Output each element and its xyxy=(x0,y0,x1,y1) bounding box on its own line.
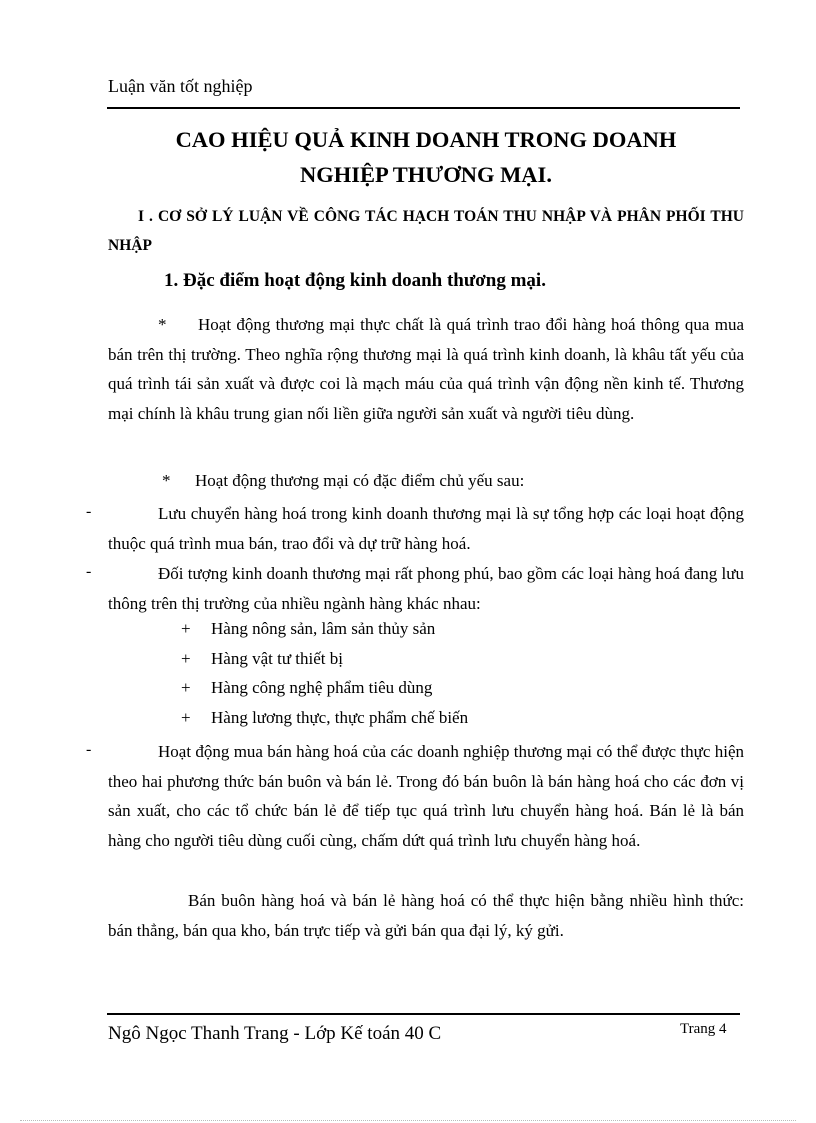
section-heading-text: I . CƠ SỞ LÝ LUẬN VỀ CÔNG TÁC HẠCH TOÁN THU NHẬP VÀ PHÂN PHỐI THU NHẬP xyxy=(108,208,744,254)
paragraph-sales-forms: Bán buôn hàng hoá và bán lẻ hàng hoá có thể thực hiện bằng nhiều hình thức: bán thẳng, bán qua kho, bán trực tiếp và gửi bán qua đại lý, ký gửi. xyxy=(108,891,744,940)
title-line-1: CAO HIỆU QUẢ KINH DOANH TRONG DOANH xyxy=(175,127,677,152)
page-number: Trang 4 xyxy=(680,1021,727,1037)
goods-item-text: Hàng nông sản, lâm sản thủy sản xyxy=(211,619,436,638)
goods-list-item xyxy=(181,649,343,669)
paragraph-features-text: Hoạt động thương mại có đặc điểm chủ yếu sau: xyxy=(195,471,525,490)
paragraph-objects: Đối tượng kinh doanh thương mại rất phong phú, bao gồm các loại hàng hoá đang lưu thông trên thị trường của nhiều ngành hàng khác nhau: xyxy=(108,564,744,613)
header-rule xyxy=(107,107,740,109)
plus-bullet: + xyxy=(181,649,191,668)
subsection-heading: 1. Đặc điểm hoạt động kinh doanh thương mại. xyxy=(164,270,546,291)
dash-bullet: - xyxy=(86,741,92,758)
goods-list-item xyxy=(181,619,435,639)
goods-list-item xyxy=(181,678,432,698)
paragraph-circulation: Lưu chuyển hàng hoá trong kinh doanh thương mại là sự tổng hợp các loại hoạt động thuộc quá trình mua bán, trao đổi và dự trữ hàng hoá. xyxy=(108,504,744,553)
page-edge-dotted-line xyxy=(20,1120,796,1121)
title-line-2: NGHIỆP THƯƠNG MẠI. xyxy=(300,162,552,187)
paragraph-trade-methods: Hoạt động mua bán hàng hoá của các doanh nghiệp thương mại có thể được thực hiện theo hai phương thức bán buôn và bán lẻ. Trong đó bán buôn là bán hàng hoá cho các đơn vị sản xuất, cho các tổ chức bán lẻ để tiếp tục quá trình lưu chuyển hàng hoá. Bán lẻ là bán hàng cho người tiêu dùng cuối cùng, chấm dứt quá trình lưu chuyển hàng hoá. xyxy=(108,742,744,850)
asterisk-bullet: * xyxy=(162,471,171,490)
section-heading xyxy=(108,202,744,260)
running-header: Luận văn tốt nghiệp xyxy=(108,76,253,96)
asterisk-bullet: * xyxy=(158,315,167,334)
goods-list-item xyxy=(181,708,468,728)
goods-item-text: Hàng lương thực, thực phẩm chế biến xyxy=(211,708,469,727)
paragraph-intro xyxy=(108,310,744,428)
plus-bullet: + xyxy=(181,678,191,697)
paragraph-features xyxy=(108,466,744,496)
goods-item-text: Hàng công nghệ phẩm tiêu dùng xyxy=(211,678,433,697)
plus-bullet: + xyxy=(181,708,191,727)
paragraph-intro-text: Hoạt động thương mại thực chất là quá trình trao đổi hàng hoá thông qua mua bán trên thị trường. Theo nghĩa rộng thương mại là quá trình kinh doanh, là khâu tất yếu của quá trình tái sản xuất và được coi là mạch máu của quá trình vận động nền kinh tế. Thương mại chính là khâu trung gian nối liền giữa người sản xuất và người tiêu dùng. xyxy=(108,315,744,423)
footer-author: Ngô Ngọc Thanh Trang - Lớp Kế toán 40 C xyxy=(108,1023,442,1044)
document-title xyxy=(108,122,744,192)
dash-bullet: - xyxy=(86,503,92,520)
plus-bullet: + xyxy=(181,619,191,638)
footer-rule xyxy=(107,1013,740,1015)
goods-item-text: Hàng vật tư thiết bị xyxy=(211,649,343,668)
dash-bullet: - xyxy=(86,563,92,580)
